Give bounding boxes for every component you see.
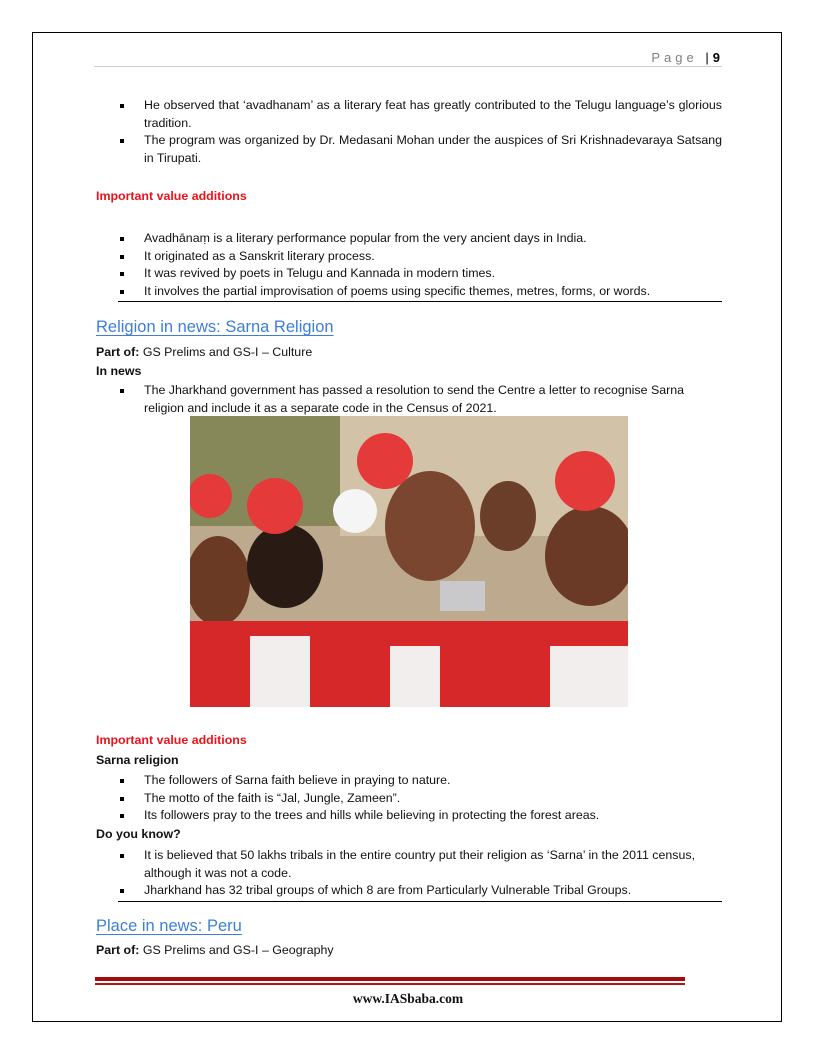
sarna-bullet-list <box>118 772 722 825</box>
person-face <box>385 471 475 581</box>
photo-bracelet <box>440 581 485 611</box>
list-item: It is believed that 50 lakhs tribals in the entire country put their religion as ‘Sarna’ in the 2011 census, although it was not a code. <box>118 847 722 882</box>
section-title-peru[interactable]: Place in news: Peru <box>96 917 242 935</box>
list-item: Jharkhand has 32 tribal groups of which 8 are from Particularly Vulnerable Tribal Groups. <box>118 882 722 900</box>
page-label: Page <box>651 50 698 65</box>
list-item: The Jharkhand government has passed a resolution to send the Centre a letter to recognise Sarna religion and include it as a separate code in the Census of 2021. <box>118 382 698 417</box>
footer-divider-thin <box>95 983 685 985</box>
value-additions-heading-2: Important value additions <box>96 733 247 747</box>
part-of-line <box>96 942 334 960</box>
flower-ornament <box>333 489 377 533</box>
footer-divider-thick <box>95 977 685 981</box>
page-separator: | <box>705 50 709 65</box>
do-you-know-subheading: Do you know? <box>96 827 181 841</box>
page-number-label <box>651 50 720 65</box>
person-hair <box>247 524 323 608</box>
bullet-icon <box>120 104 124 108</box>
do-you-know-bullet-list <box>118 847 722 900</box>
page-header <box>94 48 722 68</box>
list-item: He observed that ‘avadhanam’ as a literary feat has greatly contributed to the Telugu language’s glorious tradition. <box>118 97 722 132</box>
header-divider <box>94 66 722 67</box>
bullet-icon <box>120 854 124 858</box>
flower-ornament <box>555 451 615 511</box>
part-of-line <box>96 344 312 362</box>
photo-clothing-white <box>250 636 310 707</box>
bullet-icon <box>120 889 124 893</box>
value-additions-heading: Important value additions <box>96 189 247 203</box>
section-title-sarna[interactable]: Religion in news: Sarna Religion <box>96 318 334 336</box>
intro-bullet-list <box>118 97 722 167</box>
flower-ornament <box>190 474 232 518</box>
page-number: 9 <box>712 50 720 65</box>
flower-ornament <box>357 433 413 489</box>
bullet-icon <box>120 237 124 241</box>
list-item: Avadhānaṃ is a literary performance popular from the very ancient days in India. <box>118 230 722 248</box>
bullet-icon <box>120 814 124 818</box>
list-item: It was revived by poets in Telugu and Kannada in modern times. <box>118 265 722 283</box>
part-of-value: GS Prelims and GS-I – Culture <box>139 345 313 359</box>
part-of-label: Part of: <box>96 943 140 957</box>
footer-website-link[interactable]: www.IASbaba.com <box>352 991 464 1006</box>
bullet-icon <box>120 389 124 393</box>
list-item: It originated as a Sanskrit literary process. <box>118 248 722 266</box>
section-divider <box>118 901 722 902</box>
bullet-icon <box>120 797 124 801</box>
photo-clothing-white <box>390 646 440 707</box>
photo-clothing-white <box>550 646 628 707</box>
bullet-icon <box>120 255 124 259</box>
list-item: It involves the partial improvisation of poems using specific themes, metres, forms, or words. <box>118 283 722 301</box>
bullet-icon <box>120 290 124 294</box>
list-item: The program was organized by Dr. Medasani Mohan under the auspices of Sri Krishnadevaraya Satsang in Tirupati. <box>118 132 722 167</box>
list-item: The followers of Sarna faith believe in praying to nature. <box>118 772 722 790</box>
bullet-icon <box>120 779 124 783</box>
photo-illustration <box>190 416 628 707</box>
person-face <box>480 481 536 551</box>
sarna-photo <box>190 416 628 707</box>
part-of-label: Part of: <box>96 345 140 359</box>
flower-ornament <box>247 478 303 534</box>
sarna-religion-subheading: Sarna religion <box>96 753 179 767</box>
avadhanam-bullet-list <box>118 230 722 300</box>
in-news-label: In news <box>96 364 142 378</box>
list-item: The motto of the faith is “Jal, Jungle, Zameen”. <box>118 790 722 808</box>
section-divider <box>118 301 722 302</box>
bullet-icon <box>120 272 124 276</box>
bullet-icon <box>120 139 124 143</box>
in-news-bullet-list <box>118 382 698 417</box>
list-item: Its followers pray to the trees and hills while believing in protecting the forest areas. <box>118 807 722 825</box>
part-of-value: GS Prelims and GS-I – Geography <box>139 943 334 957</box>
